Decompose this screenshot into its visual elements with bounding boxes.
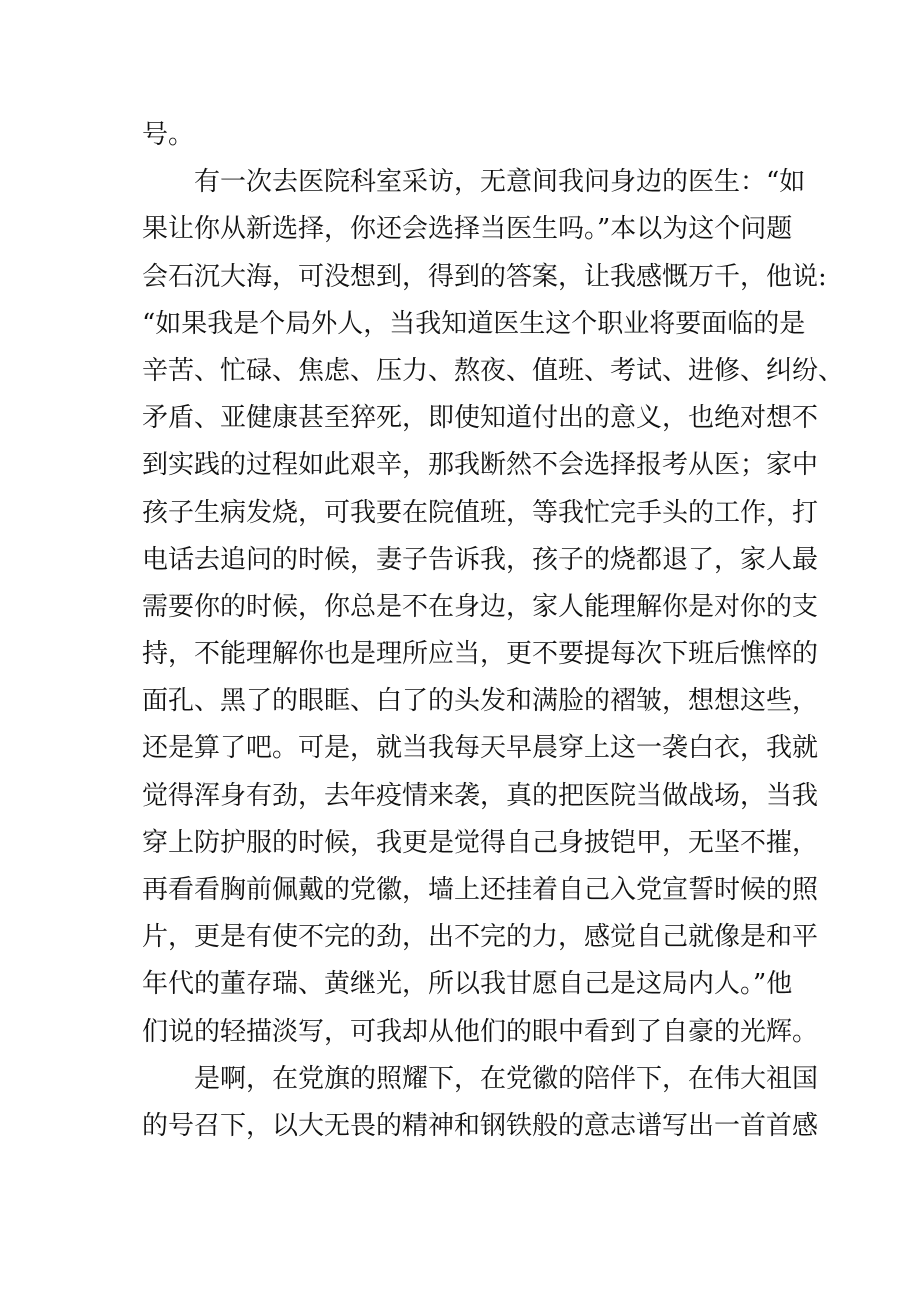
text-line-9: 孩子生病发烧，可我要在院值班，等我忙完手头的工作，打 xyxy=(142,497,819,528)
text-line-18: 片，更是有使不完的劲，出不完的力，感觉自己就像是和平 xyxy=(142,922,819,953)
text-line-22: 的号召下，以大无畏的精神和钢铁般的意志谱写出一首首感 xyxy=(142,1110,819,1141)
text-line-2: 有一次去医院科室采访，无意间我问身边的医生：“如 xyxy=(194,167,806,198)
text-line-6: 辛苦、忙碌、焦虑、压力、熬夜、值班、考试、进修、纠纷、 xyxy=(142,355,845,386)
text-line-7: 矛盾、亚健康甚至猝死，即使知道付出的意义，也绝对想不 xyxy=(142,403,819,434)
text-line-13: 面孔、黑了的眼眶、白了的头发和满脸的褶皱，想想这些， xyxy=(142,686,819,717)
text-line-4: 会石沉大海，可没想到，得到的答案，让我感慨万千，他说: xyxy=(142,261,827,292)
text-line-3: 果让你从新选择，你还会选择当医生吗。”本以为这个问题 xyxy=(142,214,793,245)
text-line-16: 穿上防护服的时候，我更是觉得自己身披铠甲，无坚不摧， xyxy=(142,827,819,858)
body-text xyxy=(142,112,845,1150)
text-line-11: 需要你的时候，你总是不在身边，家人能理解你是对你的支 xyxy=(142,591,819,622)
text-line-15: 觉得浑身有劲，去年疫情来袭，真的把医院当做战场，当我 xyxy=(142,780,819,811)
text-line-20: 们说的轻描淡写，可我却从他们的眼中看到了自豪的光辉。 xyxy=(142,1016,819,1047)
text-line-21: 是啊，在党旗的照耀下，在党徽的陪伴下，在伟大祖国 xyxy=(194,1063,819,1094)
text-line-5: “如果我是个局外人，当我知道医生这个职业将要面临的是 xyxy=(142,308,806,339)
text-line-1: 号。 xyxy=(142,120,195,150)
text-line-14: 还是算了吧。可是，就当我每天早晨穿上这一袭白衣，我就 xyxy=(142,733,819,764)
text-line-10: 电话去追问的时候，妻子告诉我，孩子的烧都退了，家人最 xyxy=(142,544,819,575)
text-line-12: 持，不能理解你也是理所应当，更不要提每次下班后憔悴的 xyxy=(142,639,819,670)
text-line-8: 到实践的过程如此艰辛，那我断然不会选择报考从医；家中 xyxy=(142,450,819,481)
text-line-17: 再看看胸前佩戴的党徽，墙上还挂着自己入党宣誓时候的照 xyxy=(142,875,819,905)
text-line-19: 年代的董存瑞、黄继光，所以我甘愿自己是这局内人。”他 xyxy=(142,969,793,1000)
